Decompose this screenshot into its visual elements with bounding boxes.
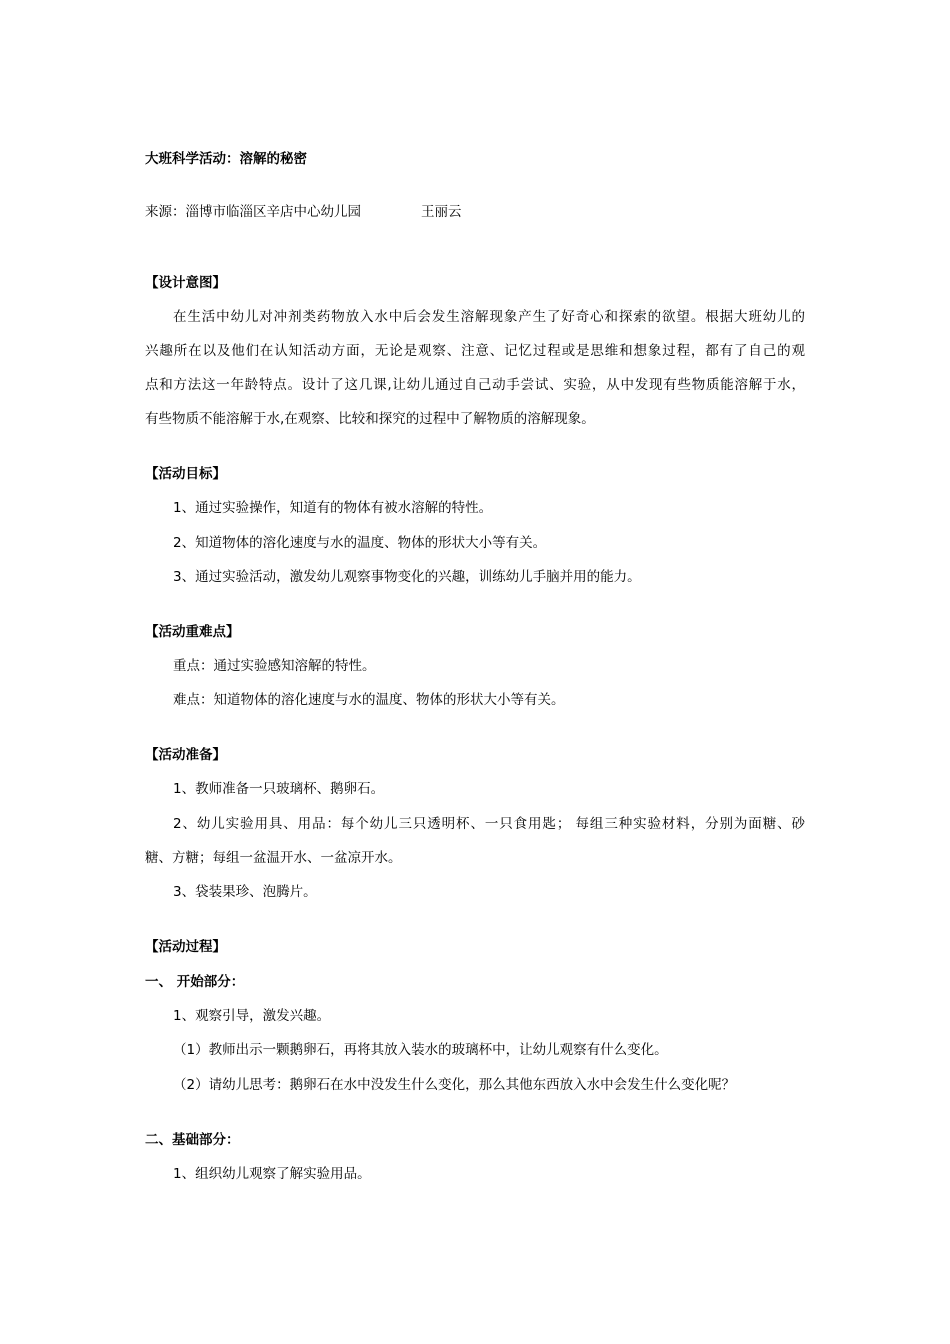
source-author: 王丽云 xyxy=(421,204,462,220)
design-paragraph-line: 兴趣所在以及他们在认知活动方面，无论是观察、注意、记忆过程或是思维和想象过程，都有了自己的观 xyxy=(145,343,805,359)
design-paragraph-line: 点和方法这一年龄特点。设计了这几课,让幼儿通过自己动手尝试、实验，从中发现有些物质能溶解于水， xyxy=(145,377,805,393)
process-part2-item: 1、组织幼儿观察了解实验用品。 xyxy=(173,1166,371,1182)
preparation-item: 1、教师准备一只玻璃杯、鹅卵石。 xyxy=(173,781,385,797)
section-heading-key-points: 【活动重难点】 xyxy=(145,624,240,640)
section-heading-design: 【设计意图】 xyxy=(145,275,226,291)
goal-item: 1、通过实验操作，知道有的物体有被水溶解的特性。 xyxy=(173,500,493,516)
design-paragraph-line: 有些物质不能溶解于水,在观察、比较和探究的过程中了解物质的溶解现象。 xyxy=(145,411,595,427)
process-part1-item: （2）请幼儿思考：鹅卵石在水中没发生什么变化，那么其他东西放入水中会发生什么变化呢？ xyxy=(173,1077,736,1093)
source-line xyxy=(145,202,462,222)
preparation-item: 3、袋装果珍、泡腾片。 xyxy=(173,884,317,900)
goal-item: 3、通过实验活动，激发幼儿观察事物变化的兴趣，训练幼儿手脑并用的能力。 xyxy=(173,569,641,585)
preparation-item: 2、幼儿实验用具、用品：每个幼儿三只透明杯、一只食用匙； 每组三种实验材料，分别为面糖、砂 xyxy=(173,816,805,832)
goal-item: 2、知道物体的溶化速度与水的温度、物体的形状大小等有关。 xyxy=(173,535,547,551)
source-label: 来源：淄博市临淄区辛店中心幼儿园 xyxy=(145,204,361,220)
preparation-item-continued: 糖、方糖；每组一盆温开水、一盆凉开水。 xyxy=(145,850,402,866)
design-paragraph-line: 在生活中幼儿对冲剂类药物放入水中后会发生溶解现象产生了好奇心和探索的欲望。根据大班幼儿的 xyxy=(173,309,805,325)
document-title: 大班科学活动：溶解的秘密 xyxy=(145,151,307,167)
key-point-item: 重点：通过实验感知溶解的特性。 xyxy=(173,658,376,674)
section-heading-process: 【活动过程】 xyxy=(145,939,226,955)
section-heading-preparation: 【活动准备】 xyxy=(145,747,226,763)
section-heading-goals: 【活动目标】 xyxy=(145,466,226,482)
process-part1-heading: 一、 开始部分： xyxy=(145,974,245,990)
key-point-item: 难点：知道物体的溶化速度与水的温度、物体的形状大小等有关。 xyxy=(173,692,565,708)
process-part2-heading: 二、基础部分： xyxy=(145,1132,240,1148)
document-page xyxy=(145,0,810,1344)
process-part1-item: 1、观察引导，激发兴趣。 xyxy=(173,1008,331,1024)
process-part1-item: （1）教师出示一颗鹅卵石，再将其放入装水的玻璃杯中，让幼儿观察有什么变化。 xyxy=(173,1042,668,1058)
